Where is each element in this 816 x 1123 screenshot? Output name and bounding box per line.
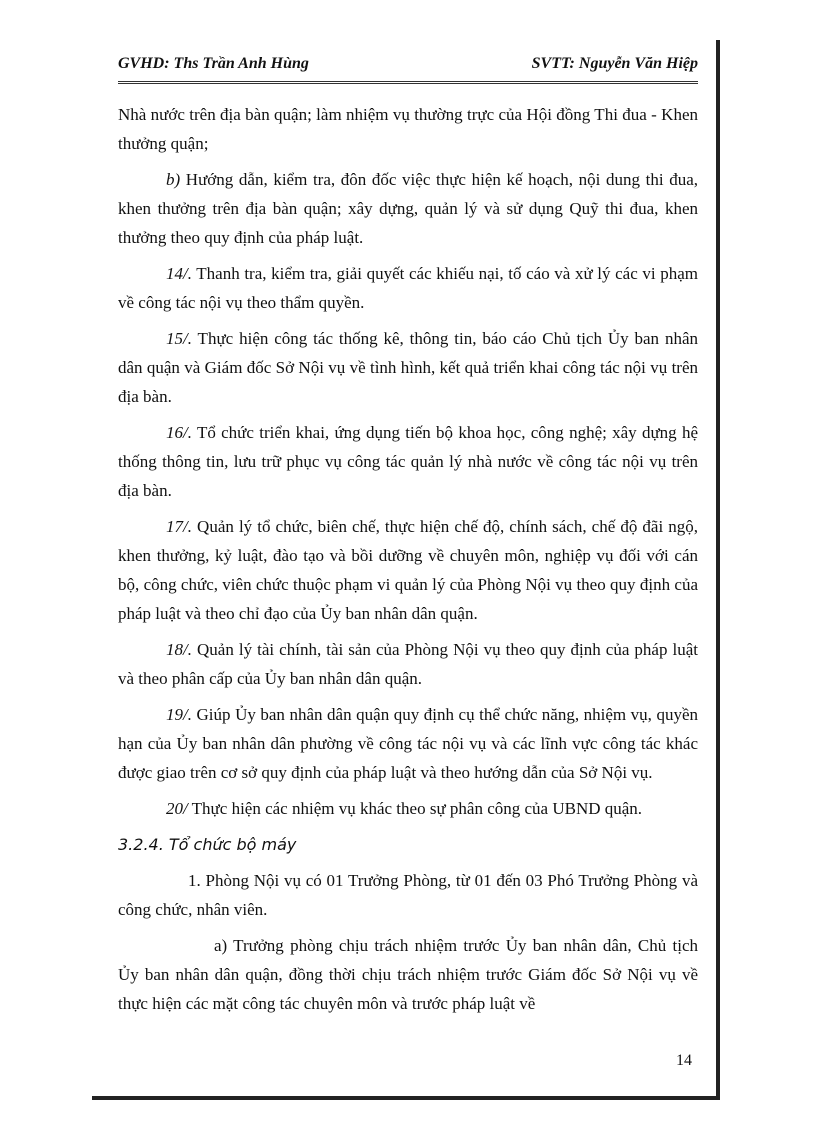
paragraph-text: Quản lý tổ chức, biên chế, thực hiện chế độ, chính sách, chế độ đãi ngộ, khen thưởng, kỷ luật, đào tạo và bồi dưỡng về chuyên môn, nghiệp vụ đối với cán bộ, công chức, viên chức thuộc phạm vi quản lý của Phòng Nội vụ theo quy định của pháp luật và theo chỉ đạo của Ủy ban nhân dân quận. [118,517,698,623]
item-number: 20/ [166,799,188,818]
paragraph-text: Hướng dẫn, kiểm tra, đôn đốc việc thực hiện kế hoạch, nội dung thi đua, khen thưởng trên địa bàn quận; xây dựng, quản lý và sử dụng Quỹ thi đua, khen thưởng theo quy định của pháp luật. [118,170,698,247]
paragraph-continuation [118,100,698,158]
list-item-1: 1. Phòng Nội vụ có 01 Trưởng Phòng, từ 01 đến 03 Phó Trưởng Phòng và công chức, nhân viên. [118,871,698,919]
paragraph-b [118,165,698,252]
section-heading: 3.2.4. Tổ chức bộ máy [118,835,297,854]
paragraph-18 [118,635,698,693]
paragraph-text: Thực hiện công tác thống kê, thông tin, báo cáo Chủ tịch Ủy ban nhân dân quận và Giám đốc Sở Nội vụ về tình hình, kết quả triển khai công tác nội vụ trên địa bàn. [118,329,698,406]
paragraph-17 [118,512,698,628]
page-number: 14 [676,1052,692,1069]
header-student: SVTT: Nguyễn Văn Hiệp [531,55,698,72]
item-number: 16/. [166,423,192,442]
list-item-a: a) Trưởng phòng chịu trách nhiệm trước Ủy ban nhân dân, Chủ tịch Ủy ban nhân dân quận, đồng thời chịu trách nhiệm trước Giám đốc Sở Nội vụ về thực hiện các mặt công tác chuyên môn và trước pháp luật về [118,936,698,1013]
page-header [118,49,698,84]
paragraph-16 [118,418,698,505]
paragraph-19 [118,700,698,787]
item-number: 19/. [166,705,192,724]
paragraph-text: Nhà nước trên địa bàn quận; làm nhiệm vụ thường trực của Hội đồng Thi đua - Khen thưởng quận; [118,105,698,153]
item-number: 15/. [166,329,192,348]
header-advisor: GVHD: Ths Trần Anh Hùng [118,55,309,72]
document-body [118,100,698,1025]
paragraph-15 [118,324,698,411]
item-number: 17/. [166,517,192,536]
paragraph-14 [118,259,698,317]
item-number: 18/. [166,640,192,659]
paragraph-text: Thanh tra, kiểm tra, giải quyết các khiếu nại, tố cáo và xử lý các vi phạm về công tác nội vụ theo thẩm quyền. [118,264,698,312]
paragraph-text: Giúp Ủy ban nhân dân quận quy định cụ thể chức năng, nhiệm vụ, quyền hạn của Ủy ban nhân dân phường về công tác nội vụ và các lĩnh vực công tác khác được giao trên cơ sở quy định của pháp luật và theo hướng dẫn của Sở Nội vụ. [118,705,698,782]
paragraph-text: Tổ chức triển khai, ứng dụng tiến bộ khoa học, công nghệ; xây dựng hệ thống thông tin, lưu trữ phục vụ công tác quản lý nhà nước về công tác nội vụ trên địa bàn. [118,423,698,500]
paragraph-text: Thực hiện các nhiệm vụ khác theo sự phân công của UBND quận. [187,799,643,818]
paragraph-20 [118,794,698,823]
item-number: 14/. [166,264,192,283]
item-number: b) [166,170,181,189]
paragraph-text: Quản lý tài chính, tài sản của Phòng Nội vụ theo quy định của pháp luật và theo phân cấp của Ủy ban nhân dân quận. [118,640,698,688]
